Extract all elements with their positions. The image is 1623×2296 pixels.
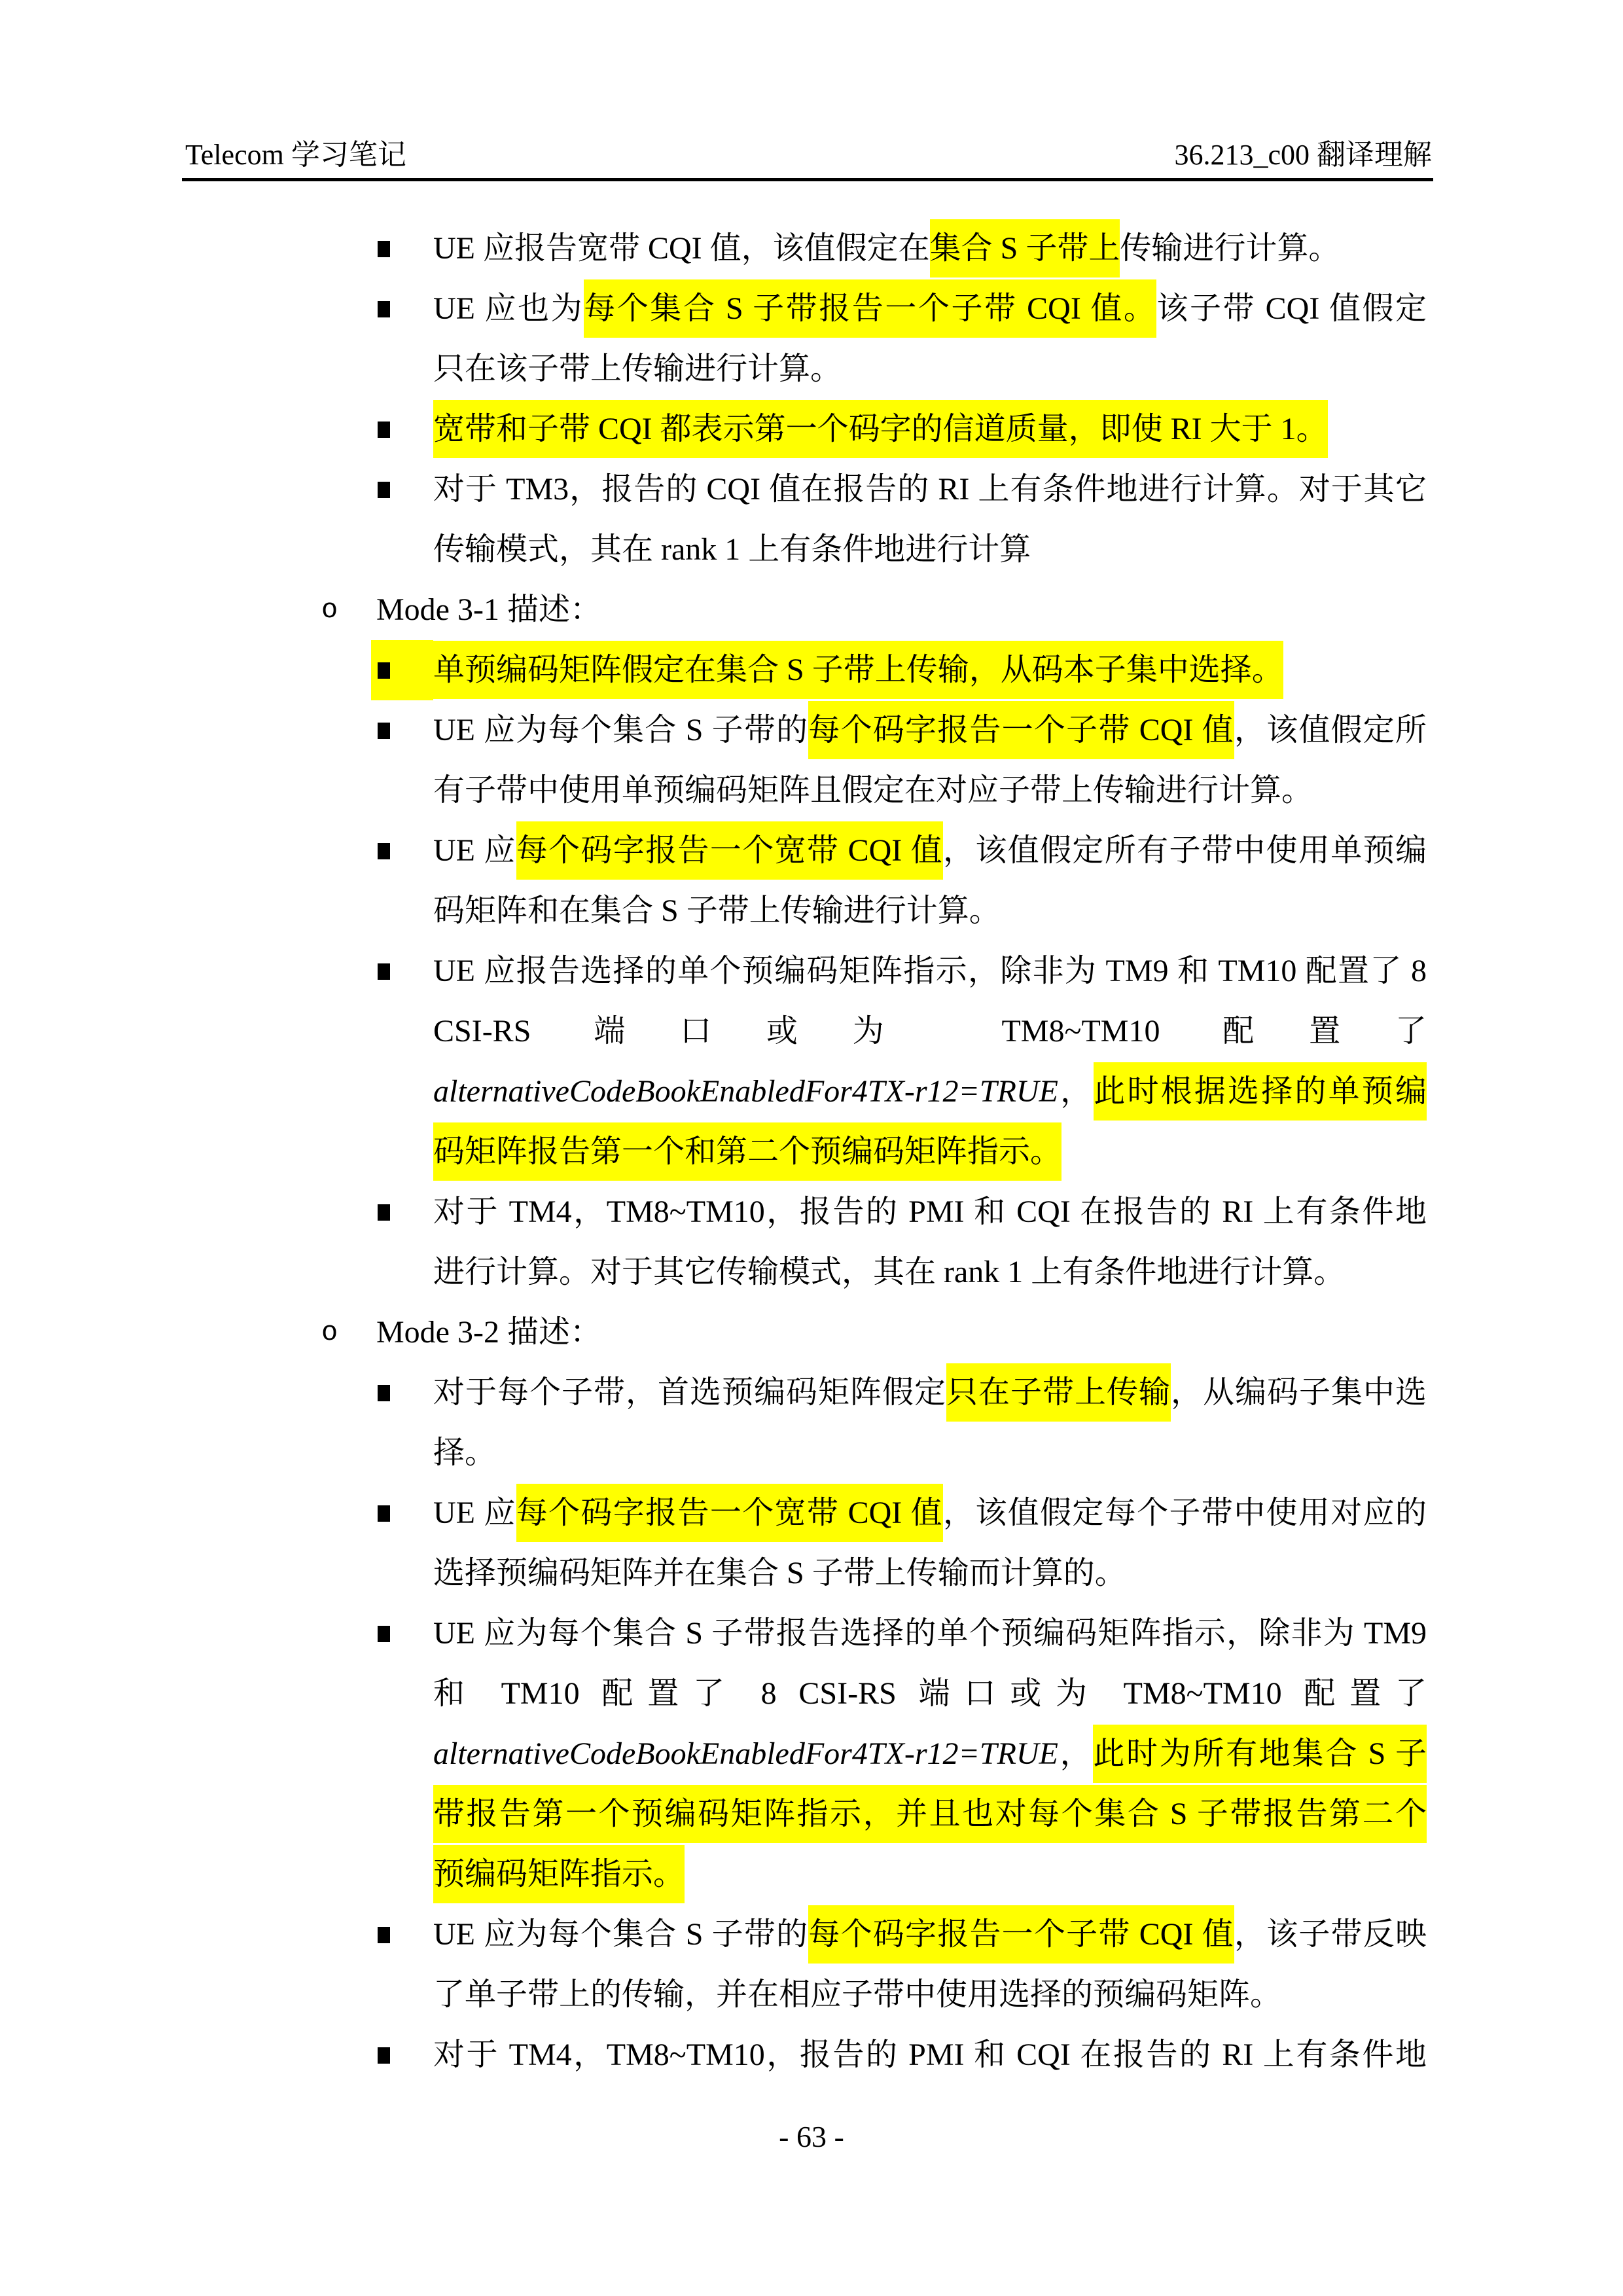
square-bullet-icon: [378, 1626, 390, 1642]
highlighted-text: 此时根据选择的单预编: [1094, 1062, 1427, 1121]
text-segment: UE 应报告宽带 CQI 值，该值假定在: [433, 231, 930, 266]
square-bullet-icon: [378, 2047, 390, 2064]
text-segment: alternativeCodeBookEnabledFor4TX-r12=TRUE: [433, 1736, 1058, 1771]
header-left-title: Telecom 学习笔记: [185, 139, 406, 171]
text-segment: UE 应也为: [433, 291, 584, 326]
list-item-continuation: [433, 1965, 1427, 2025]
document-body: [0, 219, 1623, 2085]
list-item-level2: [433, 459, 1427, 520]
list-item-level2: [433, 2025, 1427, 2085]
list-item-level2: [433, 219, 1427, 279]
text-segment: 对于 TM4，TM8~TM10，报告的 PMI 和 CQI 在报告的 RI 上有条件地: [433, 2037, 1427, 2072]
list-item-continuation: [433, 1844, 1427, 1905]
text-segment: 对于每个子带，首选预编码矩阵假定: [433, 1375, 946, 1410]
list-item-continuation: [433, 339, 1427, 399]
highlighted-text: 只在子带上传输: [946, 1363, 1171, 1422]
highlighted-text: 每个集合 S 子带报告一个子带 CQI 值。: [584, 279, 1156, 338]
list-item-continuation: [433, 1664, 1427, 1724]
highlighted-text: 集合 S 子带上: [930, 219, 1120, 278]
text-segment: UE 应: [433, 833, 516, 868]
list-item-level2: [433, 1483, 1427, 1543]
text-segment: ，: [1058, 1736, 1094, 1771]
circle-bullet-icon: o: [321, 594, 338, 626]
text-segment: 传输进行计算。: [1120, 231, 1340, 266]
text-segment: ，该值假定所: [1234, 713, 1427, 747]
highlighted-text: 每个码字报告一个宽带 CQI 值: [516, 821, 943, 880]
list-item-continuation: [433, 1784, 1427, 1844]
text-segment: UE 应报告选择的单个预编码矩阵指示，除非为 TM9 和 TM10 配置了 8: [433, 954, 1427, 988]
list-item-continuation: [433, 761, 1427, 821]
square-bullet-icon: [378, 1204, 390, 1221]
highlighted-text: 每个码字报告一个子带 CQI 值: [808, 1905, 1234, 1964]
text-segment: CSI-RS 端口或为 TM8~TM10 配置了: [433, 1014, 1427, 1049]
highlighted-text: 每个码字报告一个子带 CQI 值: [808, 701, 1234, 759]
list-item-continuation: [433, 881, 1427, 941]
text-segment: 了单子带上的传输，并在相应子带中使用选择的预编码矩阵。: [433, 1977, 1282, 2012]
list-item-level1: [321, 1302, 1427, 1363]
text-segment: UE 应: [433, 1496, 516, 1530]
square-bullet-icon: [378, 241, 390, 257]
text-segment: 有子带中使用单预编码矩阵且假定在对应子带上传输进行计算。: [433, 773, 1313, 808]
list-item-level2: [433, 399, 1427, 459]
list-item-level2: [433, 1363, 1427, 1423]
page-number: - 63 -: [779, 2120, 844, 2153]
list-item-continuation: [433, 1423, 1427, 1483]
circle-bullet-icon: o: [321, 1317, 338, 1348]
text-segment: 对于 TM4，TM8~TM10，报告的 PMI 和 CQI 在报告的 RI 上有条件地: [433, 1194, 1427, 1229]
highlighted-text: 带报告第一个预编码矩阵指示，并且也对每个集合 S 子带报告第二个: [433, 1785, 1427, 1843]
list-item-level2: [433, 1182, 1427, 1242]
square-bullet-icon: [378, 662, 390, 679]
text-segment: Mode 3-1 描述：: [376, 592, 601, 627]
highlighted-text: 此时为所有地集合 S 子: [1093, 1725, 1427, 1783]
list-item-continuation: [433, 1242, 1427, 1302]
list-item-continuation: [433, 1001, 1427, 1062]
list-item-continuation: [433, 1062, 1427, 1122]
text-segment: 对于 TM3，报告的 CQI 值在报告的 RI 上有条件地进行计算。对于其它: [433, 472, 1427, 507]
list-item-level2: [433, 700, 1427, 761]
square-bullet-icon: [378, 1385, 390, 1401]
highlighted-text: 码矩阵报告第一个和第二个预编码矩阵指示。: [433, 1122, 1061, 1181]
highlighted-text: 预编码矩阵指示。: [433, 1845, 685, 1903]
text-segment: 码矩阵和在集合 S 子带上传输进行计算。: [433, 893, 1001, 928]
square-bullet-icon: [378, 1505, 390, 1522]
list-item-level2: [433, 941, 1427, 1001]
square-bullet-icon: [378, 843, 390, 859]
list-item-level2: [433, 640, 1427, 700]
text-segment: 进行计算。对于其它传输模式，其在 rank 1 上有条件地进行计算。: [433, 1255, 1346, 1289]
square-bullet-icon: [378, 301, 390, 317]
list-item-continuation: [433, 1122, 1427, 1182]
list-item-level2: [433, 1604, 1427, 1664]
text-segment: Mode 3-2 描述：: [376, 1315, 601, 1350]
list-item-continuation: [433, 1724, 1427, 1784]
list-item-level2: [433, 279, 1427, 339]
list-item-continuation: [433, 1543, 1427, 1604]
text-segment: ，该值假定每个子带中使用对应的: [943, 1496, 1427, 1530]
header-right-title: 36.213_c00 翻译理解: [1174, 139, 1432, 171]
highlighted-text: 每个码字报告一个宽带 CQI 值: [516, 1484, 943, 1542]
text-segment: 和 TM10 配置了 8 CSI-RS 端口或为 TM8~TM10 配置了: [433, 1676, 1427, 1711]
square-bullet-icon: [378, 1927, 390, 1943]
text-segment: ，从编码子集中选: [1170, 1375, 1427, 1410]
square-bullet-icon: [378, 482, 390, 498]
list-item-level2: [433, 821, 1427, 881]
text-segment: 只在该子带上传输进行计算。: [433, 351, 842, 386]
text-segment: 传输模式，其在 rank 1 上有条件地进行计算: [433, 532, 1031, 567]
text-segment: ，: [1058, 1074, 1094, 1109]
text-segment: 该子带 CQI 值假定: [1156, 291, 1427, 326]
square-bullet-icon: [378, 723, 390, 739]
text-segment: alternativeCodeBookEnabledFor4TX-r12=TRUE: [433, 1074, 1058, 1109]
text-segment: UE 应为每个集合 S 子带的: [433, 1917, 809, 1952]
text-segment: UE 应为每个集合 S 子带的: [433, 713, 809, 747]
text-segment: ，该值假定所有子带中使用单预编: [943, 833, 1427, 868]
highlighted-text: 单预编码矩阵假定在集合 S 子带上传输，从码本子集中选择。: [433, 641, 1283, 699]
list-item-continuation: [433, 520, 1427, 580]
text-segment: ，该子带反映: [1234, 1917, 1427, 1952]
list-item-level1: [321, 580, 1427, 640]
highlighted-text: 宽带和子带 CQI 都表示第一个码字的信道质量，即使 RI 大于 1。: [433, 400, 1328, 458]
text-segment: 选择预编码矩阵并在集合 S 子带上传输而计算的。: [433, 1556, 1126, 1590]
text-segment: UE 应为每个集合 S 子带报告选择的单个预编码矩阵指示，除非为 TM9: [433, 1616, 1427, 1651]
list-item-level2: [433, 1905, 1427, 1965]
square-bullet-icon: [378, 422, 390, 438]
text-segment: 择。: [433, 1435, 497, 1470]
header-rule: [182, 178, 1433, 181]
square-bullet-icon: [378, 963, 390, 980]
